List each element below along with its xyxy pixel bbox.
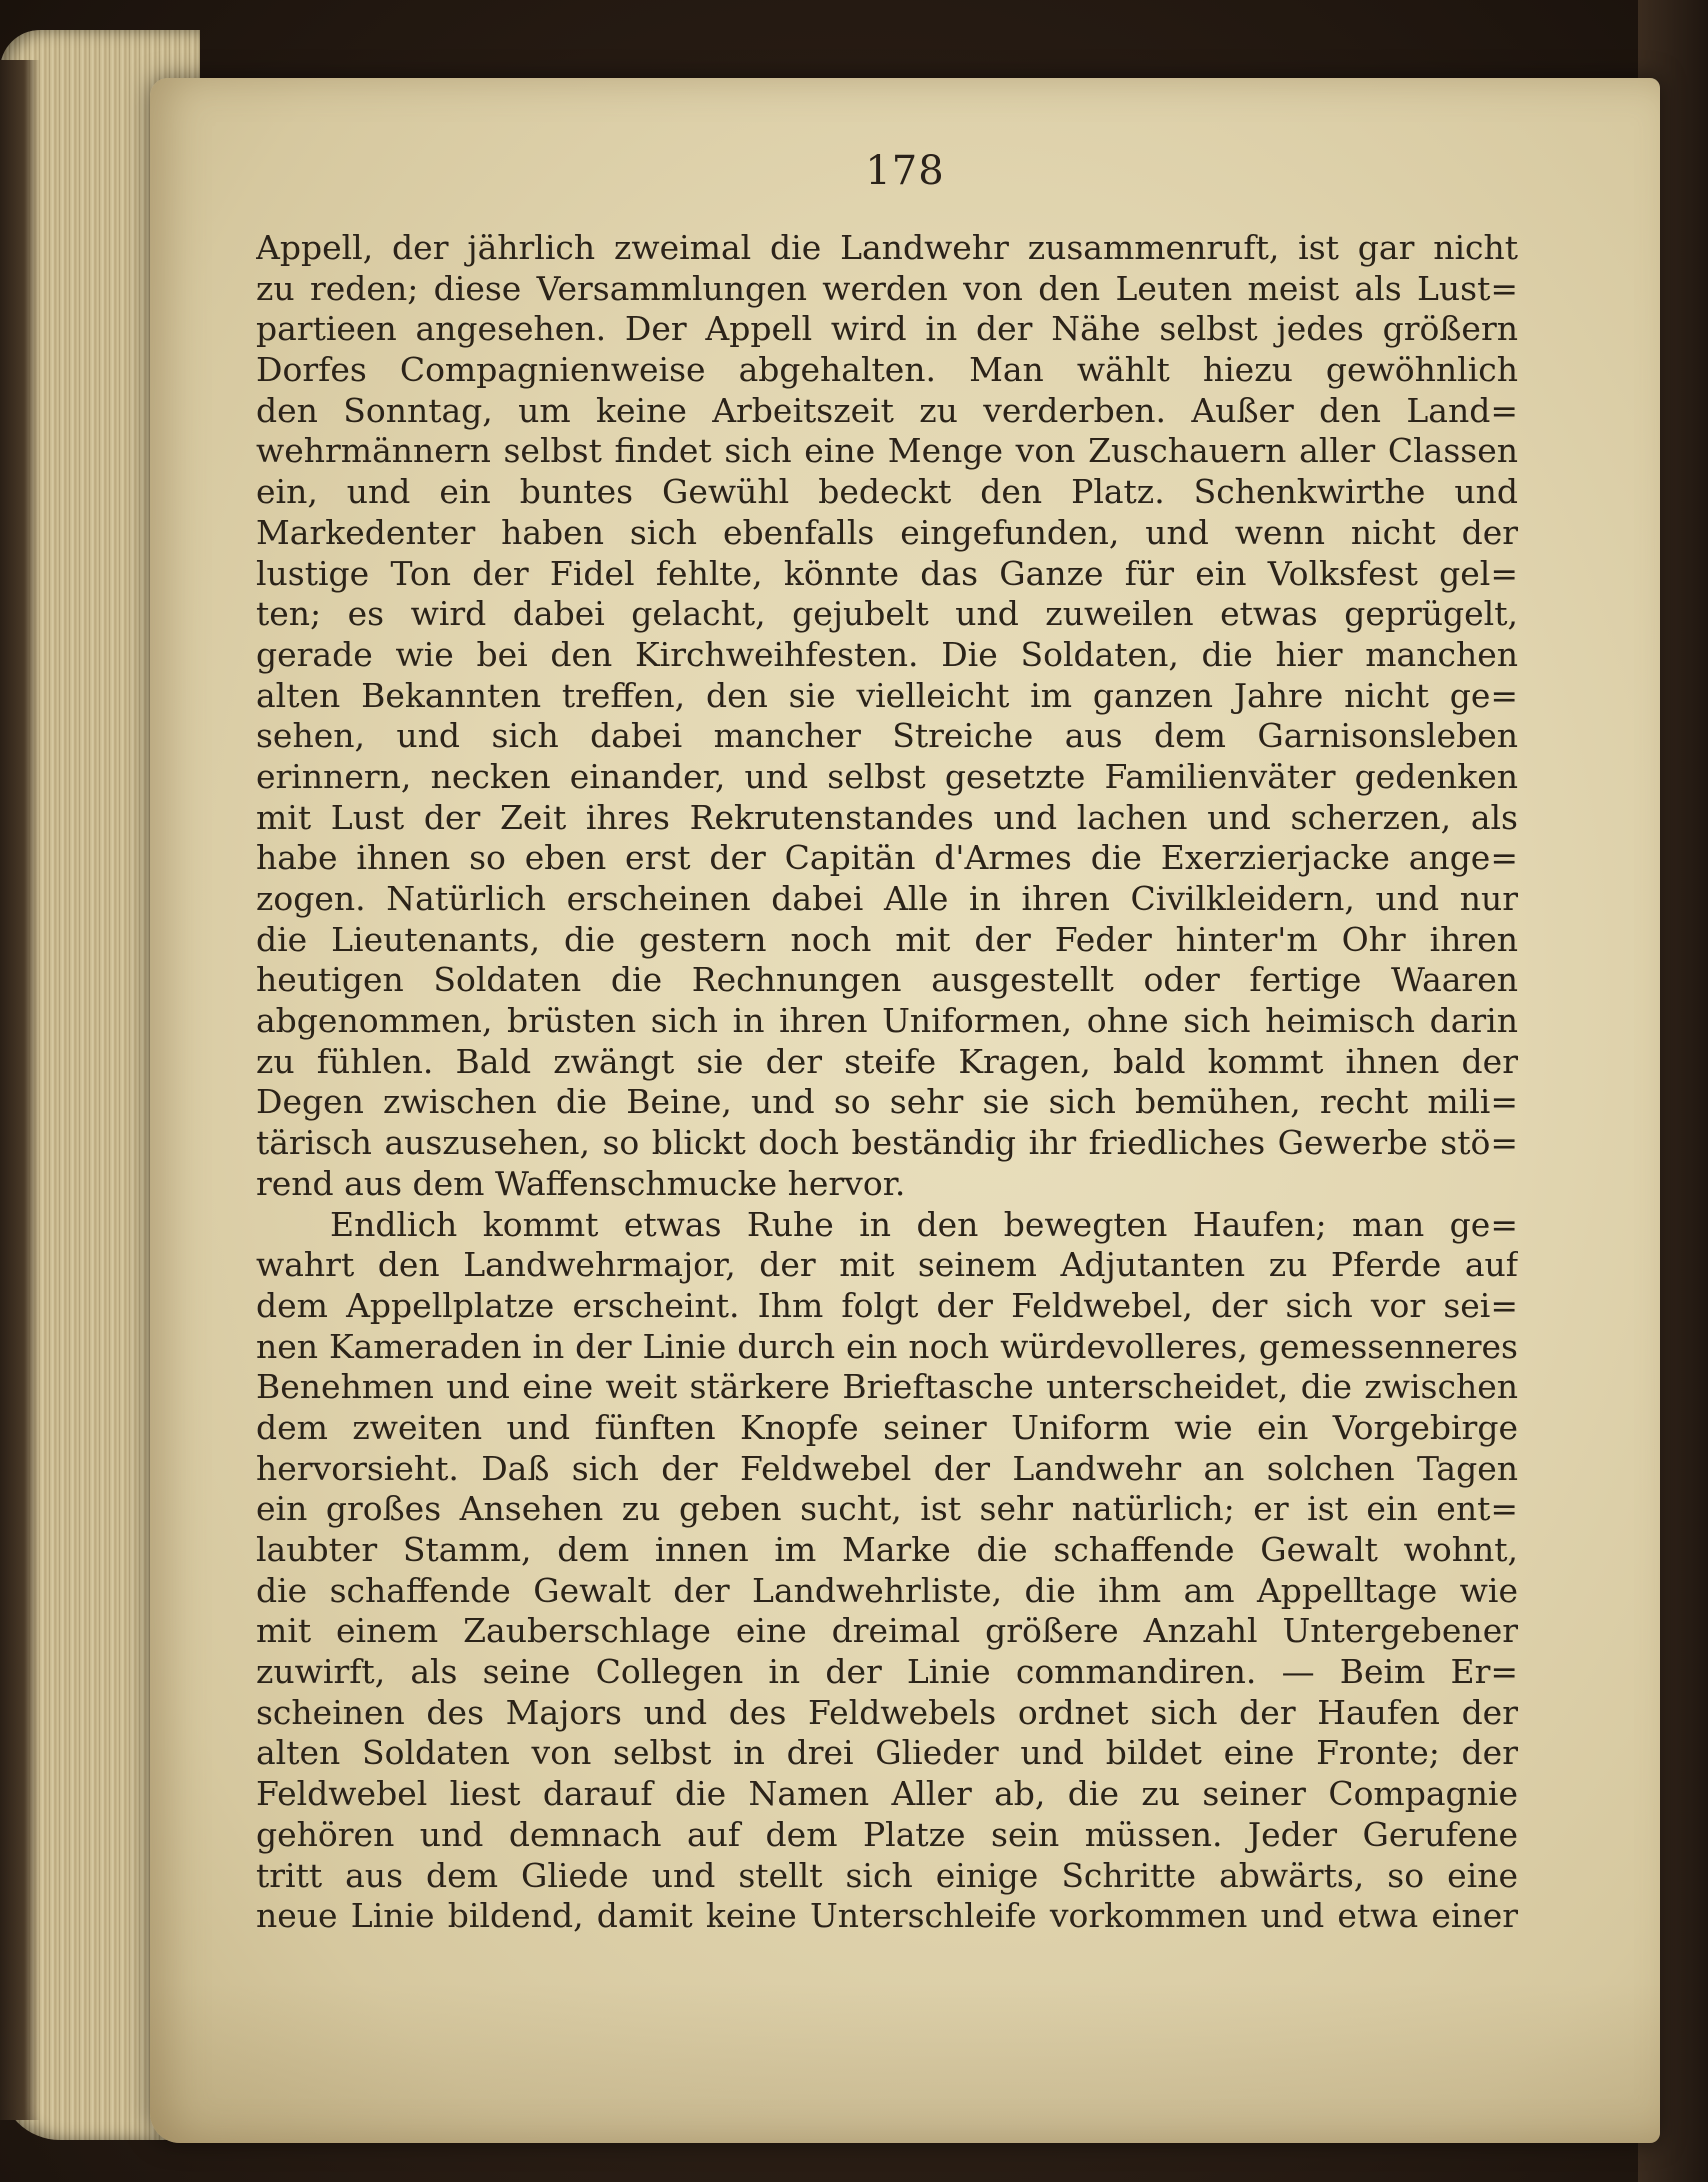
text-line: heutigen Soldaten die Rechnungen ausgestellt oder fertige Waaren [256,960,1518,1000]
text-line: Appell, der jährlich zweimal die Landwehr zusammenruft, ist gar nicht [256,228,1518,267]
text-line: sehen, und sich dabei mancher Streiche aus dem Garnisonsleben [256,716,1518,756]
text-line: Feldwebel liest darauf die Namen Aller ab, die zu seiner Compagnie [256,1774,1518,1814]
text-line: mit einem Zauberschlage eine dreimal größere Anzahl Untergebener [256,1611,1518,1651]
text-line: zu fühlen. Bald zwängt sie der steife Kragen, bald kommt ihnen der [256,1041,1518,1081]
text-line: mit Lust der Zeit ihres Rekrutenstandes und lachen und scherzen, als [256,797,1518,837]
text-line: dem zweiten und fünften Knopfe seiner Uniform wie ein Vorgebirge [256,1407,1518,1447]
text-line: zu reden; diese Versammlungen werden von den Leuten meist als Lust= [256,268,1518,308]
text-line: habe ihnen so eben erst der Capitän d'Armes die Exerzierjacke ange= [256,838,1518,878]
text-line: den Sonntag, um keine Arbeitszeit zu verderben. Außer den Land= [256,390,1518,430]
text-line: Markedenter haben sich ebenfalls eingefunden, und wenn nicht der [256,512,1518,552]
text-line: dem Appellplatze erscheint. Ihm folgt der Feldwebel, der sich vor sei= [256,1285,1518,1325]
text-line: lustige Ton der Fidel fehlte, könnte das Ganze für ein Volksfest gel= [256,553,1518,593]
text-line: zogen. Natürlich erscheinen dabei Alle in ihren Civilkleidern, und nur [256,879,1518,918]
text-line: tärisch auszusehen, so blickt doch beständig ihr friedliches Gewerbe stö= [256,1123,1518,1163]
text-line: alten Soldaten von selbst in drei Glieder und bildet eine Fronte; der [256,1733,1518,1773]
page-shading [150,1983,1660,2143]
text-line: ein, und ein buntes Gewühl bedeckt den Platz. Schenkwirthe und [256,472,1518,512]
text-line: Degen zwischen die Beine, und so sehr sie sich bemühen, recht mili= [256,1082,1518,1122]
text-line: gerade wie bei den Kirchweihfesten. Die Soldaten, die hier manchen [256,634,1518,674]
text-line: ten; es wird dabei gelacht, gejubelt und zuweilen etwas geprügelt, [256,594,1518,634]
text-line: partieen angesehen. Der Appell wird in der Nähe selbst jedes größern [256,309,1518,349]
text-line: rend aus dem Waffenschmucke hervor. [256,1163,906,1203]
text-line: alten Bekannten treffen, den sie vielleicht im ganzen Jahre nicht ge= [256,675,1518,715]
text-line: Benehmen und eine weit stärkere Brieftasche unterscheidet, die zwischen [256,1367,1518,1407]
page-body-text [256,228,1518,1937]
text-line: zuwirft, als seine Collegen in der Linie commandiren. — Beim Er= [256,1652,1518,1692]
text-line: nen Kameraden in der Linie durch ein noch würdevolleres, gemessenneres [256,1326,1518,1366]
text-line: wahrt den Landwehrmajor, der mit seinem Adjutanten zu Pferde auf [256,1245,1518,1285]
text-line: hervorsieht. Daß sich der Feldwebel der Landwehr an solchen Tagen [256,1448,1518,1488]
page-number: 178 [865,148,945,194]
text-line: Endlich kommt etwas Ruhe in den bewegten Haufen; man ge= [330,1204,1518,1244]
book-spine-shadow [0,60,40,2120]
text-line: die schaffende Gewalt der Landwehrliste, die ihm am Appelltage wie [256,1570,1518,1610]
text-line: wehrmännern selbst findet sich eine Menge von Zuschauern aller Classen [256,431,1518,471]
text-line: die Lieutenants, die gestern noch mit der Feder hinter'm Ohr ihren [256,919,1518,959]
text-line: erinnern, necken einander, und selbst gesetzte Familienväter gedenken [256,756,1518,796]
text-line: gehören und demnach auf dem Platze sein müssen. Jeder Gerufene [256,1814,1518,1854]
text-line: laubter Stamm, dem innen im Marke die schaffende Gewalt wohnt, [256,1530,1518,1569]
text-line: ein großes Ansehen zu geben sucht, ist sehr natürlich; er ist ein ent= [256,1489,1518,1529]
text-line: neue Linie bildend, damit keine Unterschleife vorkommen und etwa einer [256,1896,1518,1936]
text-line: abgenommen, brüsten sich in ihren Uniformen, ohne sich heimisch darin [256,1001,1518,1041]
text-line: scheinen des Majors und des Feldwebels ordnet sich der Haufen der [256,1692,1518,1732]
text-line: Dorfes Compagnienweise abgehalten. Man wählt hiezu gewöhnlich [256,350,1518,390]
text-line: tritt aus dem Gliede und stellt sich einige Schritte abwärts, so eine [256,1855,1518,1895]
